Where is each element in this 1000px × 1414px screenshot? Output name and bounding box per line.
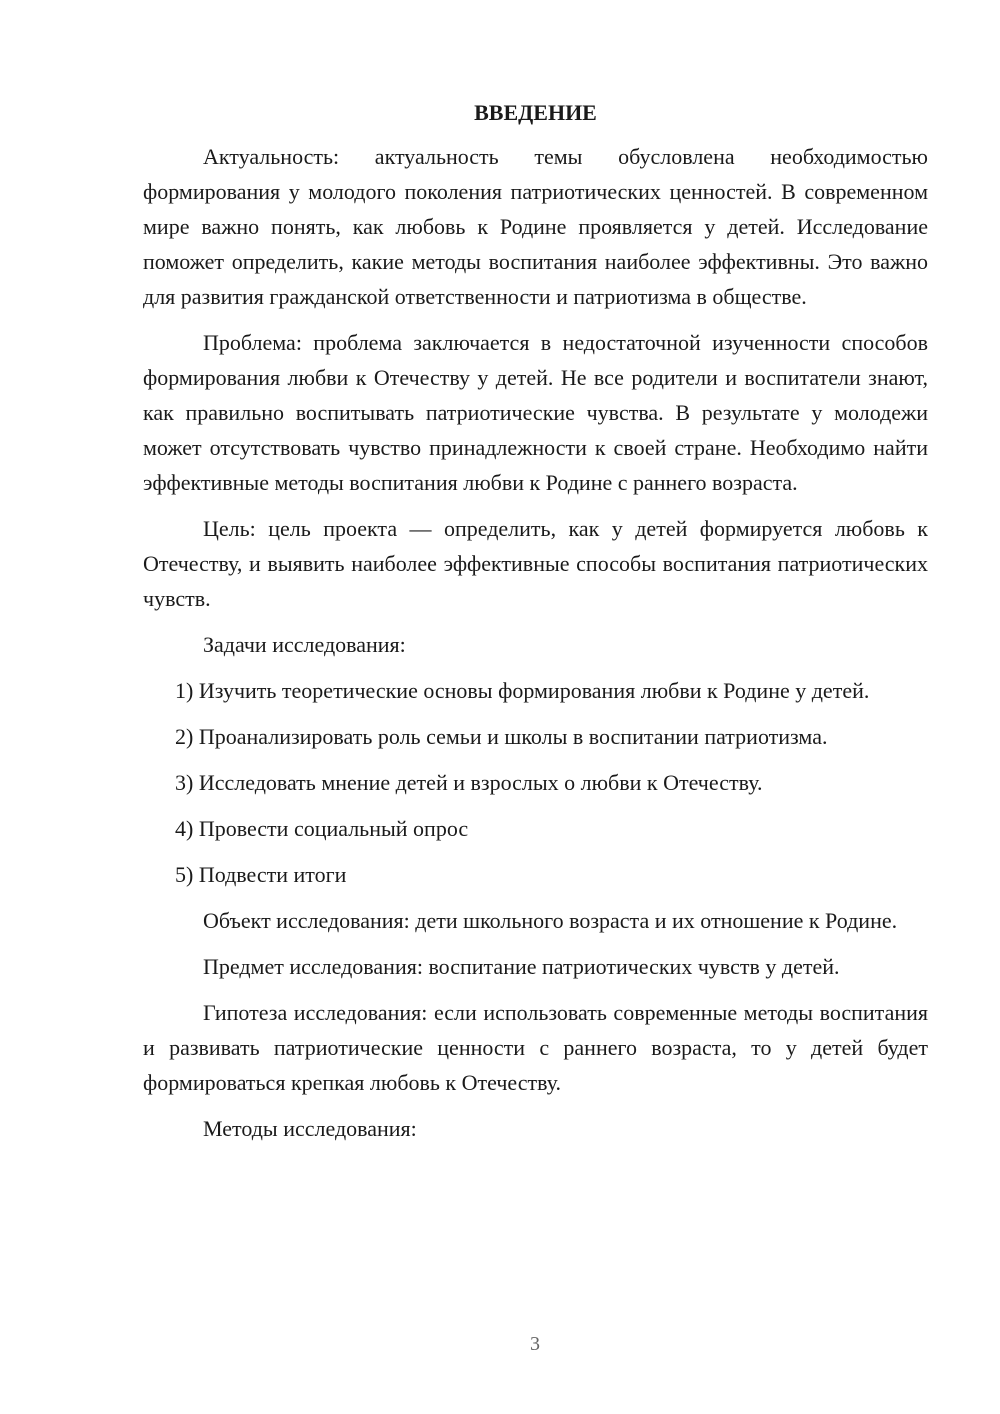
- paragraph-subject: Предмет исследования: воспитание патриотических чувств у детей.: [203, 954, 840, 979]
- paragraph-hypothesis: Гипотеза исследования: если использовать современные методы воспитания и развивать патриотические ценности с раннего возраста, то у детей будет формироваться крепкая любовь к Отечеству.: [143, 1000, 928, 1095]
- task-item-3: 3) Исследовать мнение детей и взрослых о любви к Отечеству.: [175, 770, 763, 795]
- page-number: 3: [530, 1333, 540, 1355]
- task-item-4: 4) Провести социальный опрос: [175, 816, 469, 841]
- paragraph-object: Объект исследования: дети школьного возраста и их отношение к Родине.: [203, 908, 898, 933]
- paragraph-tasks-heading: Задачи исследования:: [203, 632, 406, 657]
- task-item-5: 5) Подвести итоги: [175, 862, 347, 887]
- task-item-1: 1) Изучить теоретические основы формирования любви к Родине у детей.: [175, 678, 870, 703]
- task-item-2: 2) Проанализировать роль семьи и школы в воспитании патриотизма.: [175, 724, 828, 749]
- paragraph-goal: Цель: цель проекта — определить, как у детей формируется любовь к Отечеству, и выявить наиболее эффективные способы воспитания патриотических чувств.: [143, 516, 928, 611]
- paragraph-relevance: Актуальность: актуальность темы обусловлена необходимостью формирования у молодого поколения патриотических ценностей. В современном мире важно понять, как любовь к Родине проявляется у детей. Исследование поможет определить, какие методы воспитания наиболее эффективны. Это важно для развития гражданской ответственности и патриотизма в обществе.: [143, 144, 928, 309]
- document-page: [143, 95, 928, 1157]
- section-title: ВВЕДЕНИЕ: [474, 100, 597, 125]
- paragraph-problem: Проблема: проблема заключается в недостаточной изученности способов формирования любви к Отечеству у детей. Не все родители и воспитатели знают, как правильно воспитывать патриотические чувства. В результате у молодежи может отсутствовать чувство принадлежности к своей стране. Необходимо найти эффективные методы воспитания любви к Родине с раннего возраста.: [143, 330, 928, 495]
- paragraph-methods: Методы исследования:: [203, 1116, 417, 1141]
